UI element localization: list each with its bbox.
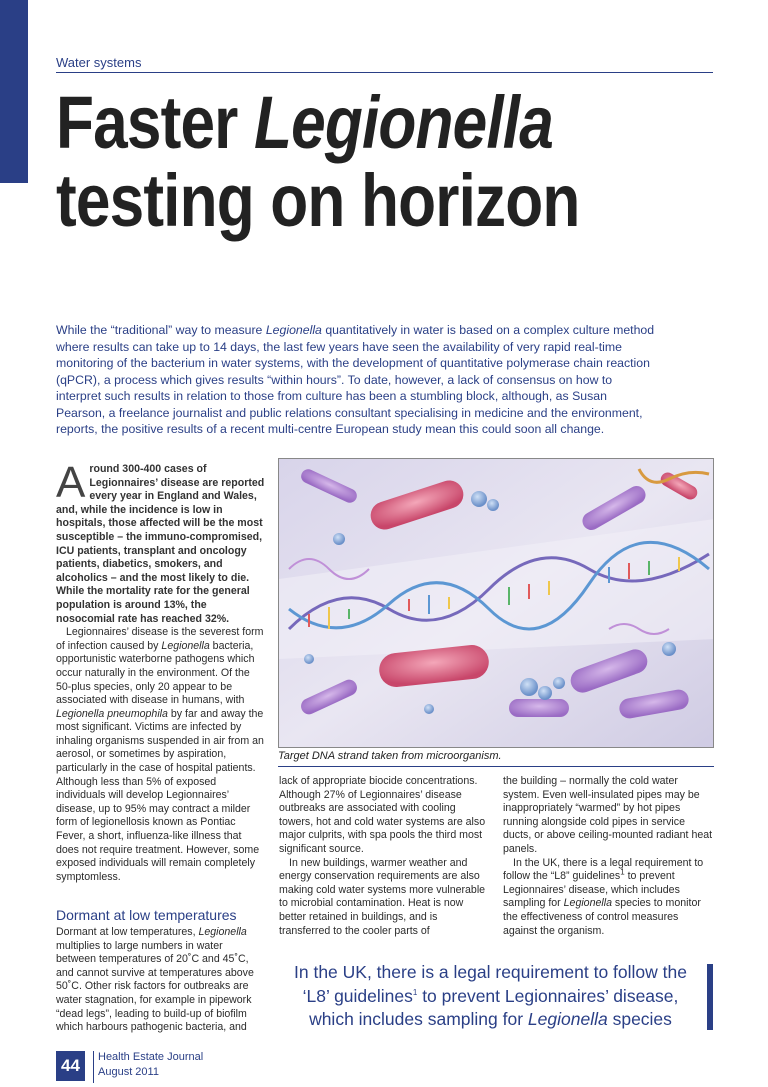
body-text: species to monitor the effectiveness of control measures against the organism. bbox=[503, 897, 701, 937]
pull-quote-italic: Legionella bbox=[527, 1009, 608, 1029]
article-title bbox=[56, 81, 627, 242]
page-number: 44 bbox=[56, 1051, 85, 1081]
pull-quote-text: to prevent Legionnaires’ disease, which includes sampling for bbox=[309, 985, 679, 1029]
dna-illustration bbox=[278, 458, 714, 748]
body-text: In the UK, there is a legal requirement to follow the “L8” guidelines bbox=[503, 856, 704, 883]
column-3 bbox=[503, 775, 715, 938]
body-italic: Legionella pneumophila bbox=[56, 707, 168, 720]
body-text: bacteria, opportunistic waterborne pathogens which occur naturally in the environment. Of the 50-plus species, only 20 appear to be associated with disease in humans, with bbox=[56, 639, 255, 707]
standfirst bbox=[56, 322, 658, 438]
title-plain: Faster bbox=[56, 81, 254, 164]
body-paragraph bbox=[56, 626, 265, 884]
title-italic: Legionella bbox=[253, 81, 553, 164]
body-italic: Legionella bbox=[563, 897, 612, 910]
publication-name: Health Estate Journal bbox=[98, 1051, 204, 1063]
body-paragraph bbox=[503, 857, 715, 939]
pull-quote-text: In the UK, there is a legal requirement to follow the ‘L8’ guidelines bbox=[294, 962, 687, 1006]
section-label: Water systems bbox=[56, 55, 142, 70]
standfirst-text: While the “traditional” way to measure bbox=[56, 323, 266, 337]
body-paragraph: lack of appropriate biocide concentrations. Although 27% of Legionnaires’ disease outbreaks are associated with cooling towers, hot and cold water systems are also major culprits, with spa pools the third most significant source. bbox=[279, 775, 486, 855]
column-2 bbox=[279, 775, 491, 938]
drop-cap: A bbox=[56, 458, 86, 507]
body-italic: Legionella bbox=[198, 926, 247, 938]
footer-rule bbox=[93, 1051, 94, 1083]
body-paragraph: In new buildings, warmer weather and energy conservation requirements are also making cold water systems more vulnerable to microbial contamination. Heat is now better retained in buildings, and is transferred to the cooler parts of bbox=[279, 856, 486, 937]
column-1 bbox=[56, 458, 265, 884]
body-text: Legionnaires’ disease is the severest form of infection caused by bbox=[56, 626, 264, 652]
pull-quote bbox=[278, 961, 703, 1032]
body-text: to prevent Legionnaires’ disease, which includes sampling for bbox=[503, 870, 680, 910]
issue-date: August 2011 bbox=[98, 1066, 159, 1078]
caption-rule bbox=[278, 766, 714, 767]
subheading: Dormant at low temperatures bbox=[56, 907, 237, 923]
footnote-ref: 1 bbox=[412, 987, 418, 997]
column-1-continued bbox=[56, 926, 265, 1035]
lead-text: round 300-400 cases of Legionnaires’ disease are reported every year in England and Wales, and, while the incidence is low in hospitals, those affected will be the most susceptible – the immuno-compromised, ICU patients, transplant and oncology patients, diabetics, smokers, and alcoholics – and the most likely to die. While the mortality rate for the general population is around 13%, the nosocomial rate has reached 32%. bbox=[56, 463, 265, 625]
body-text: multiplies to large numbers in water between temperatures of 20˚C and 45˚C, and cannot survive at temperatures above 50˚C. Other risk factors for outbreaks are water stagnation, for example in pipework “dead legs”, leading to build-up of biofilm which harbours pathogenic bacteria, and bbox=[56, 939, 254, 1034]
standfirst-text-2: quantitatively in water is based on a complex culture method where results can take up to 14 days, the last few years have seen the availability of very rapid real-time monitoring of the bacterium in water systems, with the development of quantitative polymerase chain reaction (qPCR), a process which gives results “within hours”. To date, however, a lack of consensus on how to interpret such results in relation to those from culture has been a stumbling block, although, as Susan Pearson, a freelance journalist and public relations consultant specialising in medicine and the environment, reports, the positive results of a recent multi-centre European study mean this could soon all change. bbox=[56, 323, 655, 436]
section-rule bbox=[56, 72, 713, 73]
body-text: by far and away the most significant. Victims are infected by inhaling organisms suspended in air from an aerosol, or sometimes by aspiration, particularly in the case of hospital patients. Although less than 5% of exposed individuals will develop Legionnaires’ disease, up to 95% may contract a milder form of legionellosis known as Pontiac Fever, a short, influenza-like illness that does not require treatment. However, some exposed individuals will remain completely symptomless. bbox=[56, 707, 264, 883]
pull-quote-text: species bbox=[607, 1009, 672, 1029]
title-line-2: testing on horizon bbox=[56, 159, 580, 242]
pull-quote-bar bbox=[707, 964, 713, 1030]
body-text: Dormant at low temperatures, bbox=[56, 926, 199, 938]
footnote-ref: 1 bbox=[620, 867, 625, 877]
side-accent-bar bbox=[0, 0, 28, 183]
lead-paragraph bbox=[56, 458, 265, 626]
title-line-1 bbox=[56, 81, 627, 164]
figure-caption: Target DNA strand taken from microorganism. bbox=[278, 750, 502, 762]
body-italic: Legionella bbox=[161, 639, 210, 652]
body-paragraph: the building – normally the cold water system. Even well-insulated pipes may be inappropriately “warmed” by hot pipes running alongside cold pipes in service ducts, or above ceiling-mounted radiant heat panels. bbox=[503, 775, 713, 855]
standfirst-italic: Legionella bbox=[265, 323, 322, 337]
